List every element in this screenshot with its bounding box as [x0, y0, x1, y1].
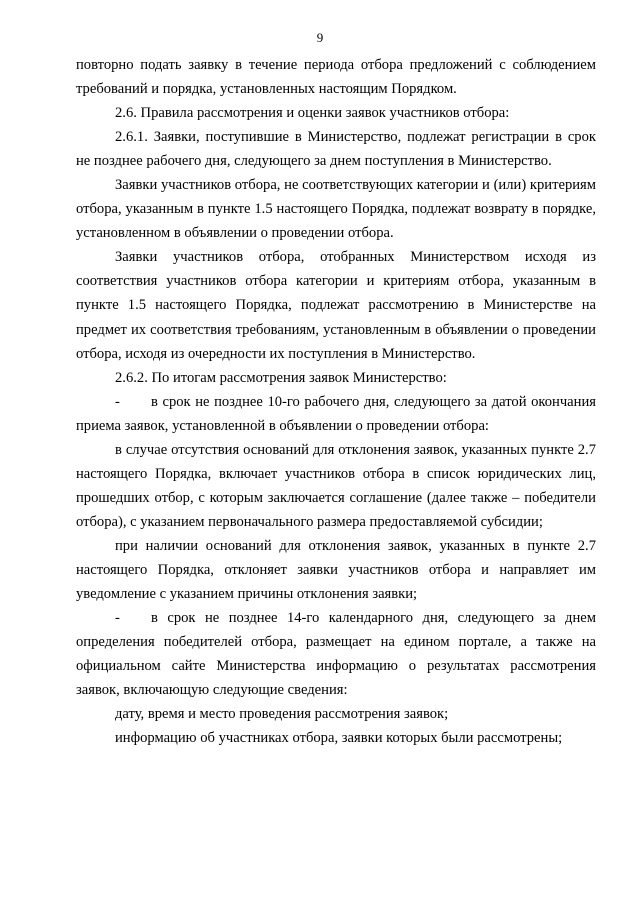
- dash-marker: -: [115, 393, 120, 410]
- list-item-text: в срок не позднее 14-го календарного дня, следующего за днем определения победителей отбора, размещает на едином портале, а также на официальном сайте Министерства информацию о результатах рассмотрения заявок, включающую следующие сведения:: [76, 610, 596, 699]
- document-body: [76, 53, 596, 750]
- paragraph-rejection-grounds: при наличии оснований для отклонения заявок, указанных в пункте 2.7 настоящего Порядка, отклоняет заявки участников отбора и направляет им уведомление с указанием причины отклонения заявки;: [76, 537, 596, 603]
- paragraph-selected-applications: Заявки участников отбора, отобранных Министерством исходя из соответствия участников отбора категории и критериям отбора, указанным в пункте 1.5 настоящего Порядка, подлежат рассмотрению в Министерстве на предмет их соответствия требованиям, установленным в объявлении о проведении отбора, исходя из очередности их поступления в Министерство.: [76, 249, 596, 362]
- paragraph-participants-info: информацию об участниках отбора, заявки которых были рассмотрены;: [115, 730, 563, 747]
- paragraph-date-time-place: дату, время и место проведения рассмотрения заявок;: [115, 706, 449, 723]
- paragraph-section-2-6: 2.6. Правила рассмотрения и оценки заявок участников отбора:: [115, 105, 510, 122]
- paragraph-2-6-2: 2.6.2. По итогам рассмотрения заявок Министерство:: [115, 369, 447, 386]
- list-item-deadline-10-days: [76, 390, 596, 438]
- paragraph-rejected-applications: Заявки участников отбора, не соответствующих категории и (или) критериям отбора, указанным в пункте 1.5 настоящего Порядка, подлежат возврату в порядке, установленном в объявлении о проведении отбора.: [76, 177, 596, 242]
- paragraph-2-6-1: 2.6.1. Заявки, поступившие в Министерство, подлежат регистрации в срок не позднее рабочего дня, следующего за днем поступления в Министерство.: [76, 129, 596, 170]
- dash-marker: -: [115, 610, 120, 627]
- paragraph-no-rejection-grounds: в случае отсутствия оснований для отклонения заявок, указанных пункте 2.7 настоящего Порядка, включает участников отбора в список юридических лиц, прошедших отбор, с которым заключается соглашение (далее также – победители отбора), с указанием первоначального размера предоставляемой субсидии;: [76, 441, 596, 530]
- list-item-text: в срок не позднее 10-го рабочего дня, следующего за датой окончания приема заявок, установленной в объявлении о проведении отбора:: [76, 393, 596, 434]
- list-item-deadline-14-days: [76, 606, 596, 702]
- page-number: 9: [316, 30, 324, 45]
- paragraph-continuation: повторно подать заявку в течение периода отбора предложений с соблюдением требований и порядка, установленных настоящим Порядком.: [76, 57, 596, 98]
